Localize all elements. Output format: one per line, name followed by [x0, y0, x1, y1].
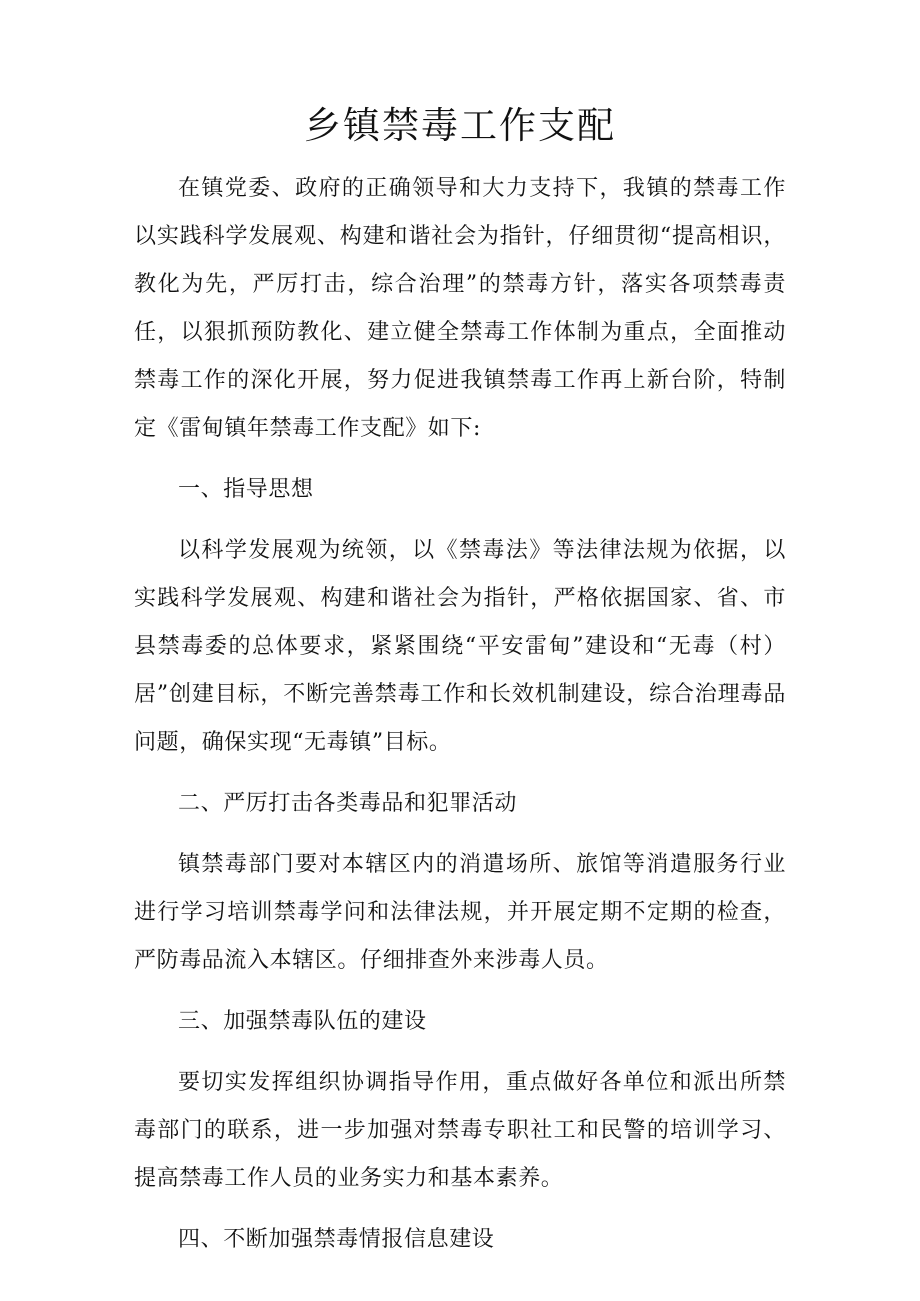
section-paragraph-3: 要切实发挥组织协调指导作用，重点做好各单位和派出所禁毒部门的联系，进一步加强对禁毒专职社工和民警的培训学习、提高禁毒工作人员的业务实力和基本素养。	[134, 1070, 786, 1191]
section-paragraph-1: 以科学发展观为统领，以《禁毒法》等法律法规为依据，以实践科学发展观、构建和谐社会为指针，严格依据国家、省、市县禁毒委的总体要求，紧紧围绕“平安雷甸”建设和“无毒（村）居”创建目标，不断完善禁毒工作和长效机制建设，综合治理毒品问题，确保实现“无毒镇”目标。	[134, 538, 786, 755]
section-heading-3: 三、加强禁毒队伍的建设	[178, 1009, 427, 1034]
document-title: 乡镇禁毒工作支配	[304, 104, 616, 147]
section-paragraph-2: 镇禁毒部门要对本辖区内的消遣场所、旅馆等消遣服务行业进行学习培训禁毒学问和法律法规，并开展定期不定期的检查，严防毒品流入本辖区。仔细排查外来涉毒人员。	[134, 852, 786, 973]
section-heading-4: 四、不断加强禁毒情报信息建设	[178, 1227, 495, 1252]
document-body	[134, 165, 786, 1277]
section-heading-2: 二、严厉打击各类毒品和犯罪活动	[178, 791, 518, 816]
section-heading-1: 一、指导思想	[178, 477, 314, 502]
intro-paragraph: 在镇党委、政府的正确领导和大力支持下，我镇的禁毒工作以实践科学发展观、构建和谐社会为指针，仔细贯彻“提高相识，教化为先，严厉打击，综合治理”的禁毒方针，落实各项禁毒责任，以狠抓预防教化、建立健全禁毒工作体制为重点，全面推动禁毒工作的深化开展，努力促进我镇禁毒工作再上新台阶，特制定《雷甸镇年禁毒工作支配》如下:	[134, 176, 786, 441]
